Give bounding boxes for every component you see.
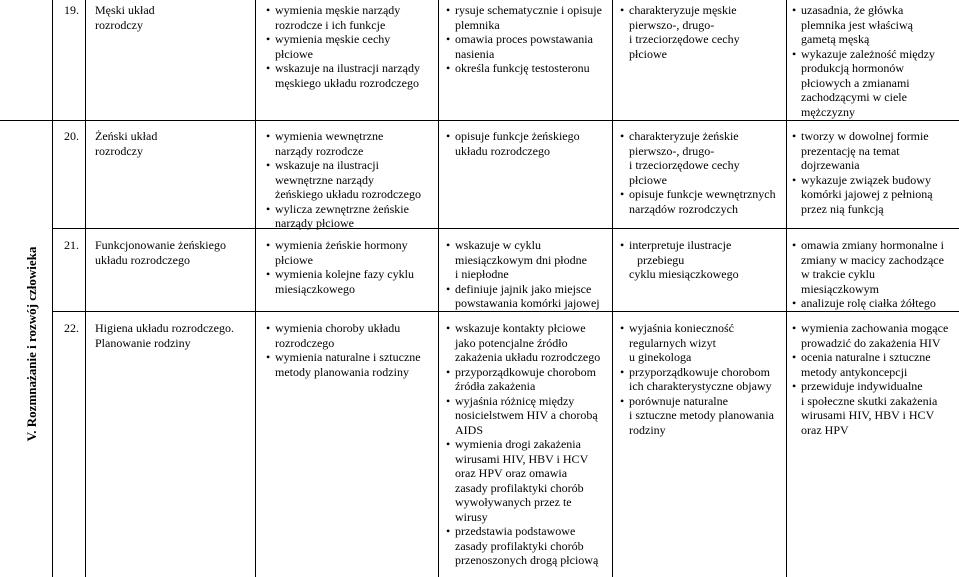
row-topic: Żeński układ rozrodczy xyxy=(95,129,158,158)
list-item: • omawia zmiany hormonalne i zmiany w macicy zachodzące w trakcie cyklu miesiączkowym xyxy=(792,238,944,296)
list-item: • wyjaśnia różnicę między nosicielstwem HIV a chorobą AIDS xyxy=(446,394,600,438)
list-item: • wskazuje na ilustracji narządy męskiego układu rozrodczego xyxy=(266,61,420,90)
extended-requirements xyxy=(446,129,580,158)
list-item: • wylicza zewnętrzne żeńskie narządy płciowe xyxy=(266,202,421,231)
list-item: • przewiduje indywidualne i społeczne skutki zakażenia wirusami HIV, HBV i HCV oraz HPV xyxy=(792,379,948,437)
row-number: 19. xyxy=(64,3,79,17)
extended-requirements xyxy=(446,321,600,568)
list-item: • rysuje schematycznie i opisuje plemnika xyxy=(446,3,602,32)
list-item: • tworzy w dowolnej formie prezentację na temat dojrzewania xyxy=(792,129,933,173)
list-item: • wskazuje w cyklu miesiączkowym dni płodne i niepłodne xyxy=(446,238,600,282)
exceeding-requirements xyxy=(792,238,944,311)
basic-requirements xyxy=(266,129,421,231)
list-item: • wyjaśnia konieczność regularnych wizyt u ginekologa xyxy=(620,321,774,365)
section-label xyxy=(22,110,42,577)
row-topic: Męski układ rozrodczy xyxy=(95,3,155,32)
list-item: • interpretuje ilustracje przebiegu cyklu miesiączkowego xyxy=(620,238,739,282)
list-item: • porównuje naturalne i sztuczne metody planowania rodziny xyxy=(620,394,774,438)
list-item: • wymienia drogi zakażenia wirusami HIV, HBV i HCV oraz HPV oraz omawia zasady profilaktyki chorób wywoływanych przez te wirusy xyxy=(446,437,600,524)
list-item: • charakteryzuje męskie pierwszo-, drugo- i trzeciorzędowe cechy płciowe xyxy=(620,3,740,61)
row-number: 20. xyxy=(64,129,79,143)
full-requirements xyxy=(620,321,774,437)
list-item: • opisuje funkcje żeńskiego układu rozrodczego xyxy=(446,129,580,158)
list-item: • wymienia choroby układu rozrodczego xyxy=(266,321,421,350)
list-item: • wymienia męskie narządy rozrodcze i ich funkcje xyxy=(266,3,420,32)
exceeding-requirements xyxy=(792,321,948,437)
list-item: • wymienia zachowania mogące prowadzić do zakażenia HIV xyxy=(792,321,948,350)
basic-requirements xyxy=(266,238,414,296)
full-requirements xyxy=(620,238,739,282)
basic-requirements xyxy=(266,321,421,379)
list-item: • definiuje jajnik jako miejsce powstawania komórki jajowej xyxy=(446,282,600,311)
list-item: • wymienia wewnętrzne narządy rozrodcze xyxy=(266,129,421,158)
extended-requirements xyxy=(446,238,600,311)
list-item: • wskazuje na ilustracji wewnętrzne narządy żeńskiego układu rozrodczego xyxy=(266,158,421,202)
list-item: • omawia proces powstawania nasienia xyxy=(446,32,602,61)
exceeding-requirements xyxy=(792,129,933,216)
list-item: • wymienia kolejne fazy cyklu miesiączkowego xyxy=(266,267,414,296)
list-item: • wykazuje zależność między produkcją hormonów płciowych a zmianami zachodzącymi w ciele mężczyzny xyxy=(792,47,935,120)
list-item: • uzasadnia, że główka plemnika jest właściwą gametą męską xyxy=(792,3,935,47)
list-item: • opisuje funkcje wewnętrznych narządów rozrodczych xyxy=(620,187,776,216)
extended-requirements xyxy=(446,3,602,76)
list-item: • wskazuje kontakty płciowe jako potencjalne źródło zakażenia układu rozrodczego xyxy=(446,321,600,365)
list-item: • określa funkcję testosteronu xyxy=(446,61,602,76)
full-requirements xyxy=(620,129,776,216)
list-item: • wymienia żeńskie hormony płciowe xyxy=(266,238,414,267)
list-item: • przyporządkowuje chorobom ich charakterystyczne objawy xyxy=(620,365,774,394)
row-number: 22. xyxy=(64,321,79,335)
list-item: • wymienia naturalne i sztuczne metody planowania rodziny xyxy=(266,350,421,379)
list-item: • przyporządkowuje chorobom źródła zakażenia xyxy=(446,365,600,394)
basic-requirements xyxy=(266,3,420,90)
list-item: • analizuje rolę ciałka żółtego xyxy=(792,296,944,311)
section-title: V. Rozmnażanie i rozwój człowieka xyxy=(24,246,39,441)
row-topic: Higiena układu rozrodczego. Planowanie rodziny xyxy=(95,321,234,350)
full-requirements xyxy=(620,3,740,61)
list-item: • ocenia naturalne i sztuczne metody antykoncepcji xyxy=(792,350,948,379)
list-item: • przedstawia podstawowe zasady profilaktyki chorób przenoszonych drogą płciową xyxy=(446,524,600,568)
list-item: • wymienia męskie cechy płciowe xyxy=(266,32,420,61)
list-item: • charakteryzuje żeńskie pierwszo-, drugo- i trzeciorzędowe cechy płciowe xyxy=(620,129,776,187)
exceeding-requirements xyxy=(792,3,935,119)
row-topic: Funkcjonowanie żeńskiego układu rozrodczego xyxy=(95,238,226,267)
row-number: 21. xyxy=(64,238,79,252)
list-item: • wykazuje związek budowy komórki jajowej z pełnioną przez nią funkcją xyxy=(792,173,933,217)
